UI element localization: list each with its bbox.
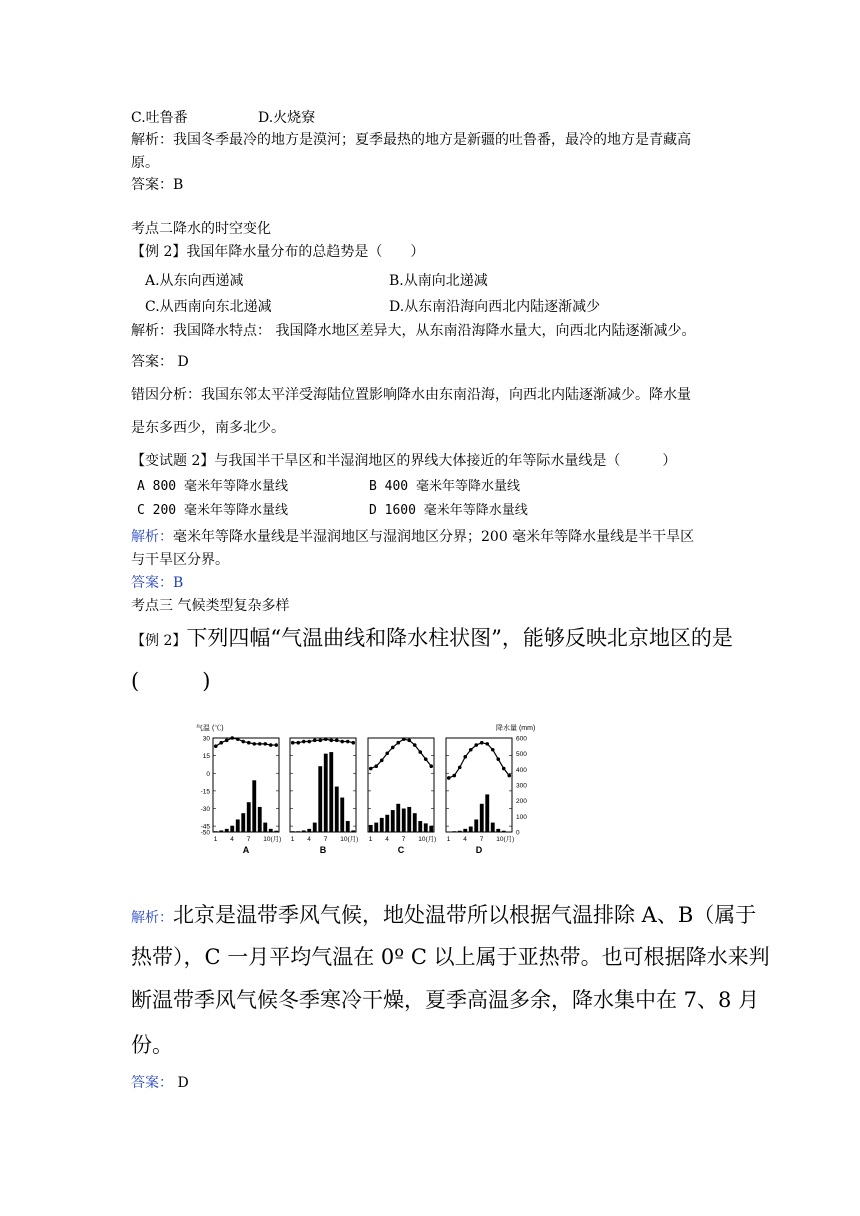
left-tick-label: -15 — [200, 788, 210, 796]
precip-bar — [274, 831, 278, 832]
precip-bar — [469, 827, 473, 832]
variant-option-a: A 800 毫米年等降水量线 — [137, 479, 288, 494]
x-tick-label: 10(月) — [496, 836, 515, 843]
x-tick-label: 1 — [368, 836, 373, 843]
precip-bar — [241, 813, 245, 832]
right-tick-label: 600 — [516, 735, 527, 743]
temperature-point — [236, 737, 240, 741]
precip-bar — [413, 813, 417, 832]
section2-option-c: C.从西南向东北递减 — [145, 299, 272, 315]
precip-bar — [214, 831, 218, 832]
temperature-point — [351, 741, 355, 745]
right-tick-label: 100 — [516, 813, 527, 821]
precip-bar — [313, 823, 317, 832]
temperature-point — [385, 751, 389, 755]
climate-chart — [196, 720, 556, 860]
temperature-point — [480, 741, 484, 745]
variant-option-c: C 200 毫米年等降水量线 — [137, 503, 288, 518]
variant-analysis-text: 毫米年等降水量线是半湿润地区与湿润地区分界；200 毫米年等降水量线是半干旱区 — [173, 529, 695, 545]
left-tick-label: -50 — [200, 829, 210, 837]
panel-frame — [368, 738, 434, 832]
precip-bar — [502, 831, 506, 832]
q1-option-c: C.吐鲁番 — [131, 110, 188, 126]
temperature-point — [252, 742, 256, 746]
precip-bar — [474, 819, 478, 832]
temperature-point — [496, 757, 500, 761]
x-tick-label: 1 — [213, 836, 218, 843]
x-tick-label: 10(月) — [340, 836, 359, 843]
variant-analysis-line2: 与干旱区分界。 — [131, 552, 229, 568]
precip-bar — [236, 819, 240, 832]
temperature-line — [449, 743, 510, 778]
precip-bar — [491, 823, 495, 832]
section2-option-b: B.从南向北递减 — [389, 273, 488, 289]
x-tick-label: 4 — [307, 836, 311, 843]
precip-bar — [424, 823, 428, 832]
section3-analysis-label: 解析： — [131, 910, 173, 926]
precip-bar — [247, 802, 251, 832]
section3-example-paren: ( ) — [131, 669, 211, 693]
q1-option-d: D.火烧寮 — [258, 110, 316, 126]
section2-option-d: D.从东南沿海向西北内陆逐渐减少 — [389, 299, 601, 315]
q1-answer: 答案：B — [131, 177, 184, 193]
temperature-point — [291, 741, 295, 745]
right-tick-label: 300 — [516, 782, 527, 790]
panel-frame — [290, 738, 356, 832]
temperature-point — [302, 740, 306, 744]
panel-label: D — [475, 845, 483, 855]
section3-example-text: 下列四幅“气温曲线和降水柱状图”，能够反映北京地区的是 — [186, 626, 733, 650]
precip-bar — [252, 780, 256, 832]
temperature-point — [340, 740, 344, 744]
temperature-point — [413, 743, 417, 747]
panel-frame — [446, 738, 512, 832]
section2-title: 考点二降水的时空变化 — [131, 221, 271, 237]
variant-option-b: B 400 毫米年等降水量线 — [369, 479, 520, 494]
precip-bar — [263, 823, 267, 832]
temperature-point — [374, 764, 378, 768]
precip-bar — [485, 794, 489, 832]
temperature-point — [429, 764, 433, 768]
temperature-point — [418, 750, 422, 754]
precip-bar — [463, 829, 467, 832]
temperature-point — [214, 744, 218, 748]
precip-bar — [291, 831, 295, 832]
right-tick-label: 0 — [516, 829, 520, 837]
precip-bar — [374, 823, 378, 832]
section3-analysis-line1 — [131, 900, 756, 930]
section3-analysis-line2: 热带），C 一月平均气温在 0º C 以上属于亚热带。也可根据降水来判 — [131, 945, 770, 969]
temperature-point — [407, 739, 411, 743]
precip-bar — [230, 826, 234, 832]
temperature-point — [219, 741, 223, 745]
precip-bar — [340, 798, 344, 832]
variant-question: 【变试题 2】与我国半干旱区和半湿润地区的界线大体接近的年等际水量线是（ ） — [131, 453, 677, 469]
precip-bar — [296, 831, 300, 832]
precip-bar — [351, 830, 355, 832]
section3-example — [131, 623, 733, 653]
temperature-point — [318, 739, 322, 743]
temperature-point — [396, 741, 400, 745]
section3-example-label: 【例 2】 — [131, 633, 187, 649]
precip-bar — [225, 829, 229, 832]
temperature-point — [469, 748, 473, 752]
temperature-point — [491, 748, 495, 752]
temperature-point — [307, 740, 311, 744]
section2-answer: 答案： D — [131, 354, 189, 370]
temperature-point — [258, 742, 262, 746]
precip-bar — [402, 809, 406, 833]
temperature-point — [313, 739, 317, 743]
x-tick-label: 7 — [323, 836, 328, 843]
precip-bar — [307, 829, 311, 832]
precip-bar — [407, 807, 411, 832]
section3-answer-value: D — [173, 1075, 189, 1091]
x-tick-label: 7 — [479, 836, 484, 843]
left-tick-label: 30 — [202, 735, 210, 743]
temperature-point — [335, 739, 339, 743]
temperature-line — [216, 738, 277, 746]
variant-analysis-label: 解析： — [131, 529, 173, 545]
x-tick-label: 4 — [385, 836, 389, 843]
x-tick-label: 1 — [290, 836, 295, 843]
section3-analysis-line3: 断温带季风气候冬季寒冷干燥，夏季高温多余，降水集中在 7、8 月 — [131, 988, 760, 1012]
temperature-point — [463, 755, 467, 759]
panel-label: B — [319, 845, 327, 855]
x-tick-label: 7 — [401, 836, 406, 843]
left-tick-label: -45 — [200, 823, 210, 831]
precip-bar — [318, 766, 322, 832]
section2-error-line1: 错因分析：我国东邻太平洋受海陆位置影响降水由东南沿海，向西北内陆逐渐减少。降水量 — [131, 387, 691, 403]
section2-error-line2: 是东多西少，南多北少。 — [131, 420, 285, 436]
precip-bar — [369, 825, 373, 832]
precip-bar — [385, 815, 389, 832]
precip-bar — [458, 831, 462, 832]
variant-analysis-line1 — [131, 527, 694, 547]
temperature-point — [424, 757, 428, 761]
variant-option-d: D 1600 毫米年等降水量线 — [369, 503, 528, 518]
temperature-point — [452, 774, 456, 778]
right-tick-label: 400 — [516, 766, 527, 774]
precip-bar — [452, 831, 456, 832]
variant-answer: 答案：B — [131, 575, 184, 591]
x-tick-label: 10(月) — [418, 836, 437, 843]
q1-analysis-line2: 原。 — [131, 155, 159, 171]
precip-bar — [496, 829, 500, 832]
left-tick-label: 15 — [202, 753, 210, 761]
temperature-point — [447, 776, 451, 780]
precip-bar — [418, 821, 422, 832]
precip-bar — [346, 821, 350, 832]
temperature-point — [263, 742, 267, 746]
temperature-point — [502, 767, 506, 771]
x-tick-label: 1 — [446, 836, 451, 843]
temperature-point — [391, 746, 395, 750]
precip-bar — [269, 829, 273, 832]
temperature-point — [230, 736, 234, 740]
precip-bar — [302, 830, 306, 832]
right-tick-label: 200 — [516, 798, 527, 806]
precip-bar — [219, 830, 223, 832]
left-tick-label: -30 — [200, 806, 210, 813]
temperature-line — [293, 739, 354, 743]
precip-bar — [335, 787, 339, 832]
panel-label: C — [397, 845, 405, 855]
section3-analysis-text1: 北京是温带季风气候，地处温带所以根据气温排除 A、B（属于 — [173, 903, 757, 927]
left-axis-title: 气温 (℃) — [196, 725, 224, 732]
temperature-line — [371, 739, 432, 768]
x-tick-label: 4 — [230, 836, 234, 843]
precip-bar — [396, 804, 400, 832]
temperature-point — [329, 739, 333, 743]
precip-bar — [324, 754, 328, 832]
precip-bar — [429, 826, 433, 832]
x-tick-label: 4 — [463, 836, 467, 843]
temperature-point — [380, 759, 384, 763]
temperature-point — [225, 739, 229, 743]
section3-answer-label: 答案： — [131, 1075, 173, 1091]
temperature-point — [369, 767, 373, 771]
left-tick-label: 0 — [206, 770, 210, 778]
temperature-point — [402, 737, 406, 741]
panel-label: A — [242, 845, 250, 855]
section3-analysis-line4: 份。 — [131, 1033, 173, 1057]
temperature-point — [346, 740, 350, 744]
temperature-point — [507, 774, 511, 778]
right-tick-label: 500 — [516, 751, 527, 759]
temperature-point — [274, 743, 278, 747]
x-tick-label: 10(月) — [263, 836, 282, 843]
precip-bar — [329, 752, 333, 832]
section3-title: 考点三 气候类型复杂多样 — [131, 598, 290, 614]
temperature-point — [458, 766, 462, 770]
temperature-point — [247, 741, 251, 745]
section3-answer — [131, 1073, 189, 1093]
temperature-point — [474, 743, 478, 747]
right-axis-title: 降水量 (mm) — [496, 725, 536, 732]
section2-analysis: 解析：我国降水特点： 我国降水地区差异大，从东南沿海降水量大，向西北内陆逐渐减少。 — [131, 323, 696, 339]
panel-frame — [213, 738, 279, 832]
temperature-point — [269, 743, 273, 747]
x-tick-label: 7 — [246, 836, 251, 843]
precip-bar — [258, 807, 262, 832]
precip-bar — [380, 818, 384, 832]
section2-example-question: 【例 2】我国年降水量分布的总趋势是（ ） — [131, 244, 425, 260]
temperature-point — [485, 742, 489, 746]
temperature-point — [296, 741, 300, 745]
precip-bar — [480, 804, 484, 832]
section2-option-a: A.从东向西递减 — [145, 273, 244, 289]
temperature-point — [241, 740, 245, 744]
precip-bar — [391, 810, 395, 832]
temperature-point — [324, 737, 328, 741]
q1-analysis-line1: 解析：我国冬季最冷的地方是漠河；夏季最热的地方是新疆的吐鲁番，最冷的地方是青藏高 — [131, 132, 691, 148]
